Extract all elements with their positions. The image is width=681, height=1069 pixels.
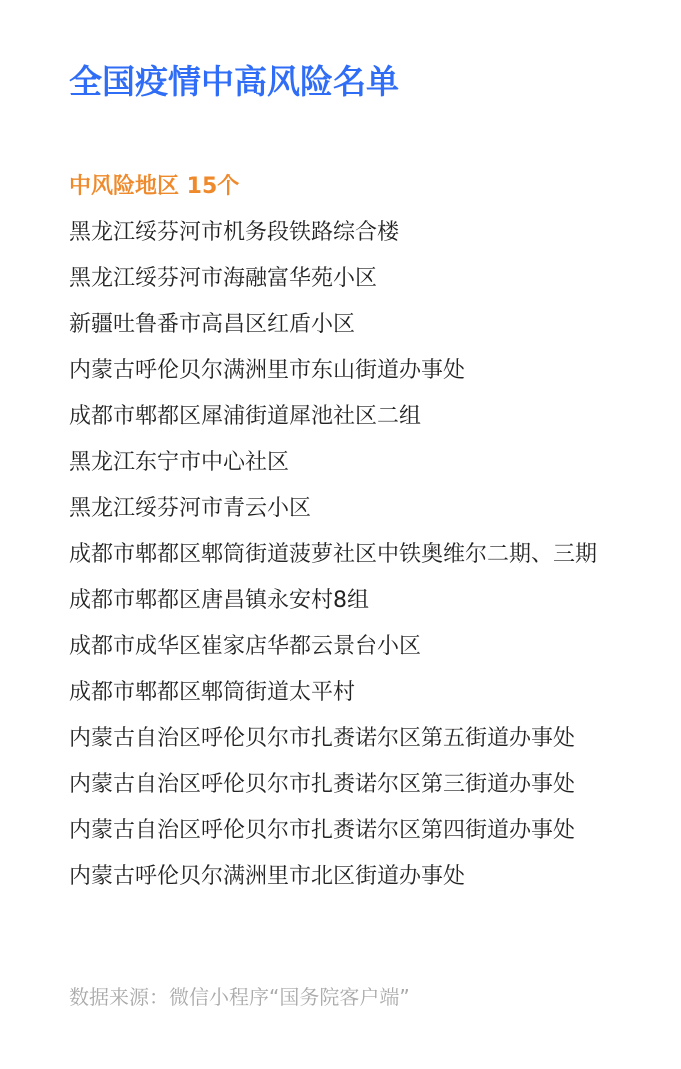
list-item: 成都市郫都区犀浦街道犀池社区二组 bbox=[69, 404, 422, 429]
list-item: 成都市郫都区唐昌镇永安村8组 bbox=[69, 588, 369, 613]
list-item: 成都市成华区崔家店华都云景台小区 bbox=[69, 634, 422, 659]
data-source-note: 数据来源：微信小程序“国务院客户端” bbox=[69, 985, 410, 1009]
list-item: 黑龙江绥芬河市青云小区 bbox=[69, 496, 312, 521]
list-item: 内蒙古呼伦贝尔满洲里市北区街道办事处 bbox=[69, 864, 466, 889]
list-item: 内蒙古自治区呼伦贝尔市扎赉诺尔区第四街道办事处 bbox=[69, 818, 576, 843]
list-item: 新疆吐鲁番市高昌区红盾小区 bbox=[69, 312, 356, 337]
list-item: 黑龙江东宁市中心社区 bbox=[69, 450, 290, 475]
list-item: 内蒙古自治区呼伦贝尔市扎赉诺尔区第三街道办事处 bbox=[69, 772, 576, 797]
medium-risk-heading: 中风险地区 15个 bbox=[69, 174, 240, 199]
list-item: 黑龙江绥芬河市海融富华苑小区 bbox=[69, 266, 378, 291]
list-item: 黑龙江绥芬河市机务段铁路综合楼 bbox=[69, 220, 400, 245]
list-item: 成都市郫都区郫筒街道太平村 bbox=[69, 680, 356, 705]
medium-risk-area-list bbox=[69, 210, 629, 900]
list-item: 内蒙古呼伦贝尔满洲里市东山街道办事处 bbox=[69, 358, 466, 383]
list-item: 内蒙古自治区呼伦贝尔市扎赉诺尔区第五街道办事处 bbox=[69, 726, 576, 751]
list-item: 成都市郫都区郫筒街道菠萝社区中铁奥维尔二期、三期 bbox=[69, 542, 598, 567]
page-title: 全国疫情中高风险名单 bbox=[69, 62, 399, 101]
